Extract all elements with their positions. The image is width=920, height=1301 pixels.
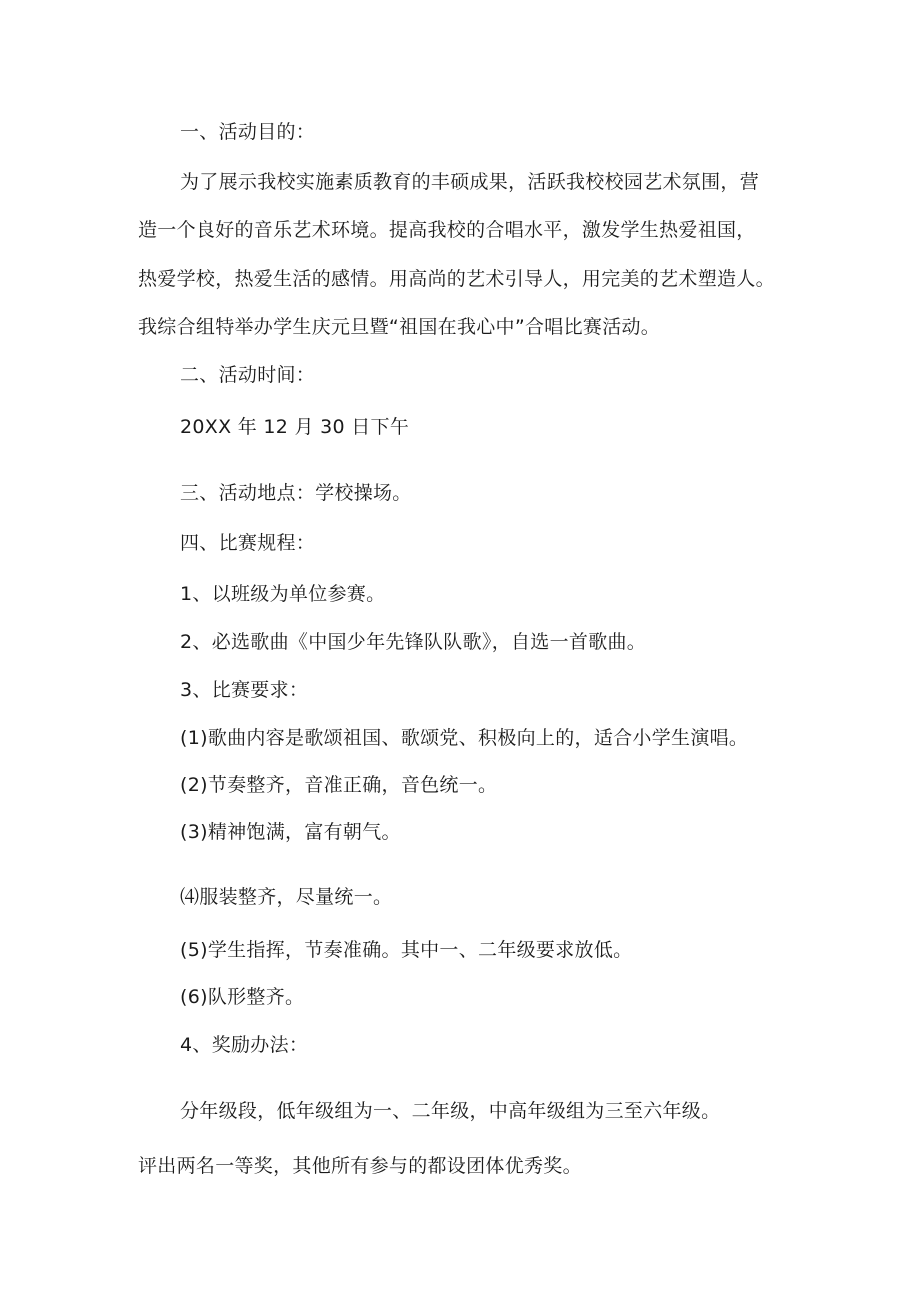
award-paragraph-line-1: 分年级段，低年级组为一、二年级，中高年级组为三至六年级。 [180,1100,721,1122]
heading-activity-time: 二、活动时间： [180,364,316,386]
activity-time-value: 20XX 年 12 月 30 日下午 [180,416,410,438]
requirement-item-5: (5)学生指挥，节奏准确。其中一、二年级要求放低。 [180,939,633,961]
purpose-paragraph-line-1: 为了展示我校实施素质教育的丰硕成果，活跃我校校园艺术氛围，营 [180,171,760,193]
rule-item-4: 4、奖励办法： [180,1034,309,1056]
requirement-item-2: (2)节奏整齐，音准正确，音色统一。 [180,774,498,796]
purpose-paragraph-line-3: 热爱学校，热爱生活的感情。用高尚的艺术引导人，用完美的艺术塑造人。 [138,268,775,290]
purpose-paragraph-line-2: 造一个良好的音乐艺术环境。提高我校的合唱水平，激发学生热爱祖国， [138,219,756,241]
award-paragraph-line-2: 评出两名一等奖，其他所有参与的都设团体优秀奖。 [138,1155,582,1177]
rule-item-2: 2、必选歌曲《中国少年先锋队队歌》，自选一首歌曲。 [180,631,647,653]
heading-competition-rules: 四、比赛规程： [180,532,316,554]
heading-activity-location: 三、活动地点：学校操场。 [180,482,412,504]
purpose-paragraph-line-4: 我综合组特举办学生庆元旦暨“祖国在我心中”合唱比赛活动。 [138,316,661,338]
requirement-item-1: (1)歌曲内容是歌颂祖国、歌颂党、积极向上的，适合小学生演唱。 [180,727,749,749]
heading-activity-purpose: 一、活动目的： [180,121,316,143]
requirement-item-3: (3)精神饱满，富有朝气。 [180,821,401,843]
rule-item-3: 3、比赛要求： [180,679,309,701]
rule-item-1: 1、以班级为单位参赛。 [180,583,386,605]
requirement-item-6: (6)队形整齐。 [180,986,305,1008]
requirement-item-4: ⑷服装整齐，尽量统一。 [180,886,393,908]
